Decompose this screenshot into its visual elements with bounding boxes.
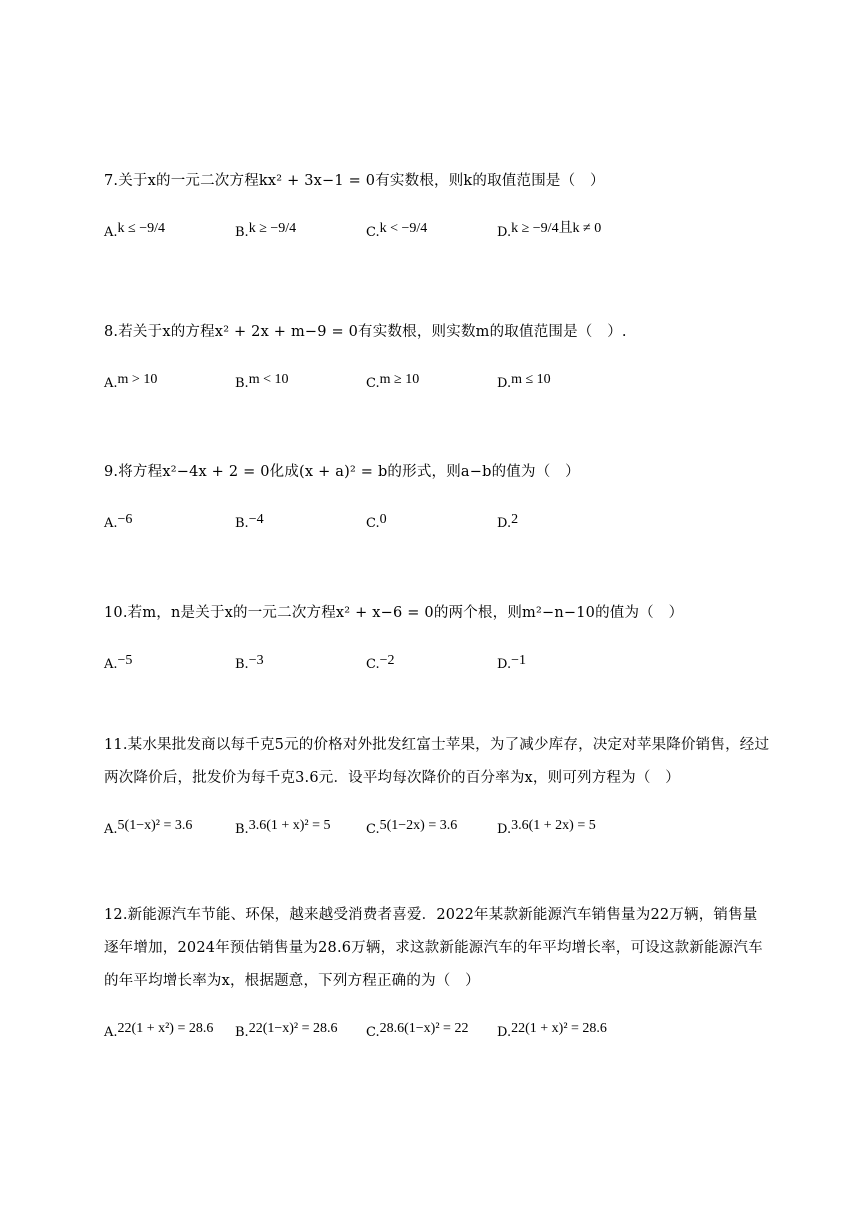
choice-c: C.28.6(1−x)² = 22 — [366, 1021, 469, 1040]
choice-d: D.k ≥ −9/4且k ≠ 0 — [497, 221, 602, 240]
choice-row — [104, 813, 770, 837]
choice-row — [104, 216, 770, 240]
choice-d: D.−1 — [497, 653, 526, 672]
choice-c: C.5(1−2x) = 3.6 — [366, 818, 458, 837]
question-12 — [104, 899, 770, 1040]
choice-c: C.−2 — [366, 653, 395, 672]
question-stem: 8.若关于x的方程x² + 2x + m−9 = 0有实数根，则实数m的取值范围是（ ）. — [104, 324, 627, 340]
choice-a: A.−5 — [104, 653, 133, 672]
choice-a: A.22(1 + x²) = 28.6 — [104, 1021, 214, 1040]
choice-b: B.22(1−x)² = 28.6 — [235, 1021, 338, 1040]
choice-c: C.m ≥ 10 — [366, 372, 420, 391]
question-9 — [104, 456, 770, 531]
choice-b: B.−3 — [235, 653, 264, 672]
choice-a: A.5(1−x)² = 3.6 — [104, 818, 193, 837]
choice-row — [104, 507, 770, 531]
choice-row — [104, 648, 770, 672]
question-7 — [104, 165, 770, 240]
choice-d: D.m ≤ 10 — [497, 372, 551, 391]
question-11 — [104, 729, 770, 837]
choice-b: B.3.6(1 + x)² = 5 — [235, 818, 331, 837]
choice-b: B.k ≥ −9/4 — [235, 221, 297, 240]
question-stem: 11.某水果批发商以每千克5元的价格对外批发红富士苹果，为了减少库存，决定对苹果降价销售，经过两次降价后，批发价为每千克3.6元．设平均每次降价的百分率为x，则可列方程为（ ） — [104, 737, 770, 786]
choice-b: B.−4 — [235, 512, 264, 531]
question-stem: 9.将方程x²−4x + 2 = 0化成(x + a)² = b的形式，则a−b的值为（ ） — [104, 464, 580, 480]
choice-d: D.22(1 + x)² = 28.6 — [497, 1021, 607, 1040]
choice-a: A.k ≤ −9/4 — [104, 221, 165, 240]
question-stem: 10.若m，n是关于x的一元二次方程x² + x−6 = 0的两个根，则m²−n−10的值为（ ） — [104, 605, 684, 621]
question-8 — [104, 316, 770, 391]
choice-b: B.m < 10 — [235, 372, 289, 391]
choice-a: A.m > 10 — [104, 372, 158, 391]
question-stem: 12.新能源汽车节能、环保，越来越受消费者喜爱．2022年某款新能源汽车销售量为22万辆，销售量逐年增加，2024年预估销售量为28.6万辆，求这款新能源汽车的年平均增长率，可设这款新能源汽车的年平均增长率为x，根据题意，下列方程正确的为（ ） — [104, 907, 763, 989]
question-10 — [104, 597, 770, 672]
choice-row — [104, 1016, 770, 1040]
choice-c: C.0 — [366, 512, 387, 531]
choice-row — [104, 367, 770, 391]
question-stem: 7.关于x的一元二次方程kx² + 3x−1 = 0有实数根，则k的取值范围是（ ） — [104, 173, 605, 189]
choice-c: C.k < −9/4 — [366, 221, 428, 240]
choice-a: A.−6 — [104, 512, 133, 531]
choice-d: D.3.6(1 + 2x) = 5 — [497, 818, 596, 837]
choice-d: D.2 — [497, 512, 519, 531]
